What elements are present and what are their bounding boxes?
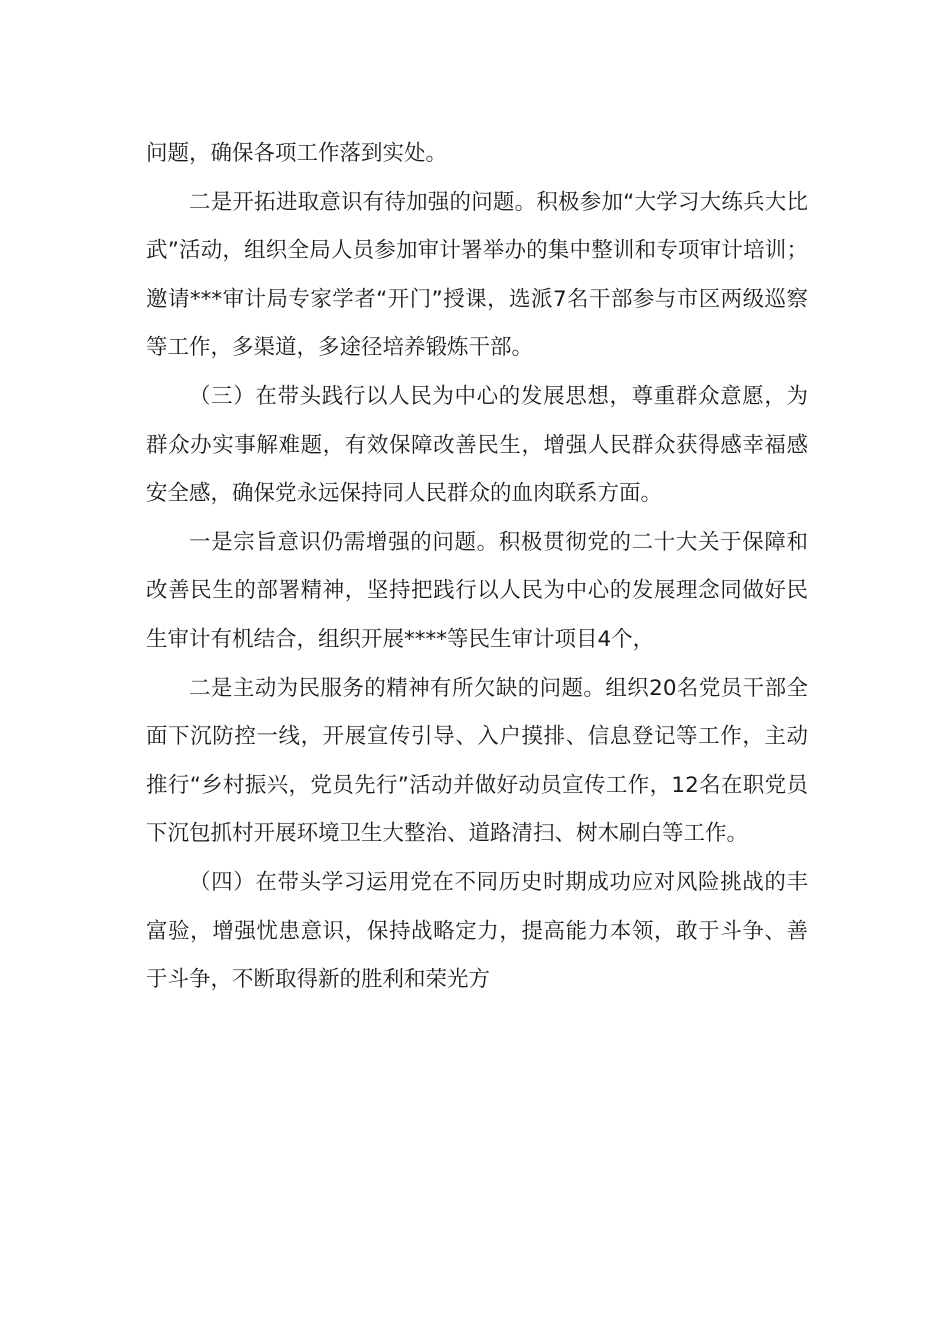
section-heading-four: （四）在带头学习运用党在不同历史时期成功应对风险挑战的丰富验，增强忧患意识，保持战略定力，提高能力本领，敢于斗争、善于斗争，不断取得新的胜利和荣光方 [146, 869, 808, 993]
paragraph-serving-people: 二是主动为民服务的精神有所欠缺的问题。组织20名党员干部全面下沉防控一线，开展宣传引导、入户摸排、信息登记等工作，主动推行“乡村振兴，党员先行”活动并做好动员宣传工作，12名在职党员下沉包抓村开展环境卫生大整治、道路清扫、树木刷白等工作。 [146, 675, 808, 847]
paragraph-purpose-awareness: 一是宗旨意识仍需增强的问题。积极贯彻党的二十大关于保障和改善民生的部署精神，坚持把践行以人民为中心的发展理念同做好民生审计有机结合，组织开展****等民生审计项目4个， [146, 529, 808, 652]
document-body [146, 130, 808, 1005]
paragraph-pioneering-spirit: 二是开拓进取意识有待加强的问题。积极参加“大学习大练兵大比武”活动，组织全局人员参加审计署举办的集中整训和专项审计培训；邀请***审计局专家学者“开门”授课，选派7名干部参与市区两级巡察等工作，多渠道，多途径培养锻炼干部。 [146, 189, 808, 361]
section-heading-three: （三）在带头践行以人民为中心的发展思想，尊重群众意愿，为群众办实事解难题，有效保障改善民生，增强人民群众获得感幸福感安全感，确保党永远保持同人民群众的血肉联系方面。 [146, 383, 808, 507]
paragraph-continuation: 问题，确保各项工作落到实处。 [146, 141, 448, 166]
